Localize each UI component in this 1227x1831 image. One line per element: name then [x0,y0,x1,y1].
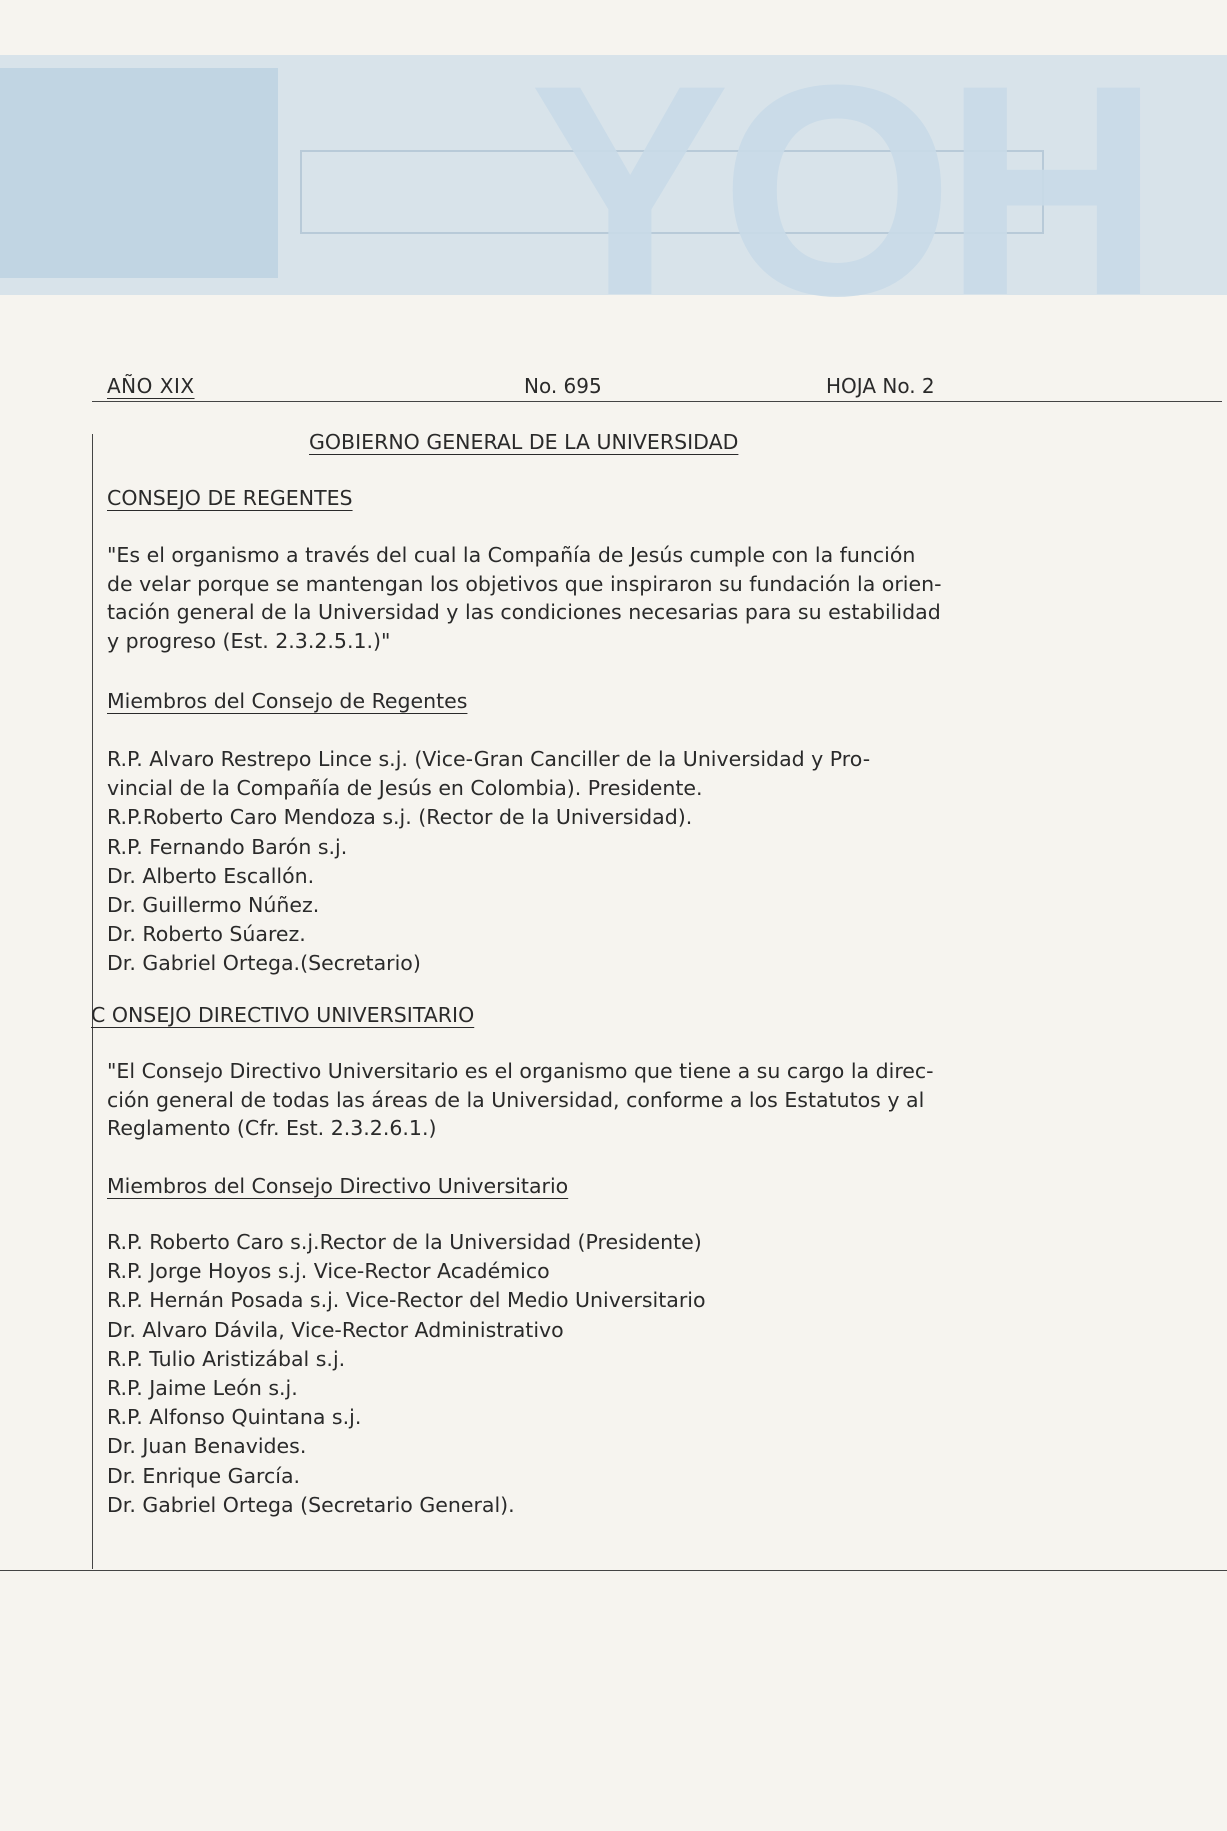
directive-members-heading: Miembros del Consejo Directivo Universitario [107,1174,569,1198]
regents-members-list [107,745,870,979]
directive-members-list [107,1228,706,1520]
main-title: GOBIERNO GENERAL DE LA UNIVERSIDAD [309,430,739,454]
list-item: Dr. Roberto Súarez. [107,922,306,947]
list-item: R.P. Hernán Posada s.j. Vice-Rector del Medio Universitario [107,1288,706,1313]
header-rule [92,401,1222,402]
sheet-number: HOJA No. 2 [826,374,935,398]
list-item: R.P. Alvaro Restrepo Lince s.j. (Vice-Gran Canciller de la Universidad y Pro- [107,747,871,771]
list-item: Dr. Gabriel Ortega.(Secretario) [107,951,421,976]
list-item: vincial de la Compañía de Jesús en Colombia). Presidente. [107,776,703,801]
directive-description [107,1057,934,1143]
directive-description-line: "El Consejo Directivo Universitario es el organismo que tiene a su cargo la direc- [107,1059,934,1083]
directive-description-line: ción general de todas las áreas de la Universidad, conforme a los Estatutos y al [107,1087,925,1112]
regents-description [107,541,941,655]
list-item: R.P.Roberto Caro Mendoza s.j. (Rector de la Universidad). [107,805,693,830]
issue-number: No. 695 [524,374,602,398]
list-item: Dr. Enrique García. [107,1463,301,1488]
list-item: R.P. Fernando Barón s.j. [107,834,348,859]
footer-rule [0,1570,1227,1571]
list-item: Dr. Juan Benavides. [107,1434,307,1459]
list-item: Dr. Guillermo Núñez. [107,893,320,918]
bleed-through-masthead: HOY [0,0,1227,350]
list-item: R.P. Tulio Aristizábal s.j. [107,1346,346,1371]
list-item: Dr. Gabriel Ortega (Secretario General). [107,1492,515,1517]
directive-description-line: Reglamento (Cfr. Est. 2.3.2.6.1.) [107,1116,437,1140]
list-item: R.P. Jorge Hoyos s.j. Vice-Rector Académico [107,1259,550,1284]
regents-description-line: y progreso (Est. 2.3.2.5.1.)" [107,628,391,653]
regents-description-line: de velar porque se mantengan los objetivos que inspiraron su fundación la orien- [107,571,942,596]
list-item: R.P. Jaime León s.j. [107,1376,298,1401]
list-item: R.P. Roberto Caro s.j.Rector de la Universidad (Presidente) [107,1230,702,1254]
list-item: Dr. Alvaro Dávila, Vice-Rector Administrativo [107,1317,564,1342]
list-item: R.P. Alfonso Quintana s.j. [107,1405,362,1430]
directive-heading: C ONSEJO DIRECTIVO UNIVERSITARIO [91,1003,475,1027]
regents-description-line: "Es el organismo a través del cual la Compañía de Jesús cumple con la función [107,543,916,567]
year-label: AÑO XIX [107,374,195,398]
regents-members-heading: Miembros del Consejo de Regentes [107,689,468,713]
regents-description-line: tación general de la Universidad y las condiciones necesarias para su estabilidad [107,600,941,624]
list-item: Dr. Alberto Escallón. [107,863,315,888]
regents-heading: CONSEJO DE REGENTES [107,486,353,510]
